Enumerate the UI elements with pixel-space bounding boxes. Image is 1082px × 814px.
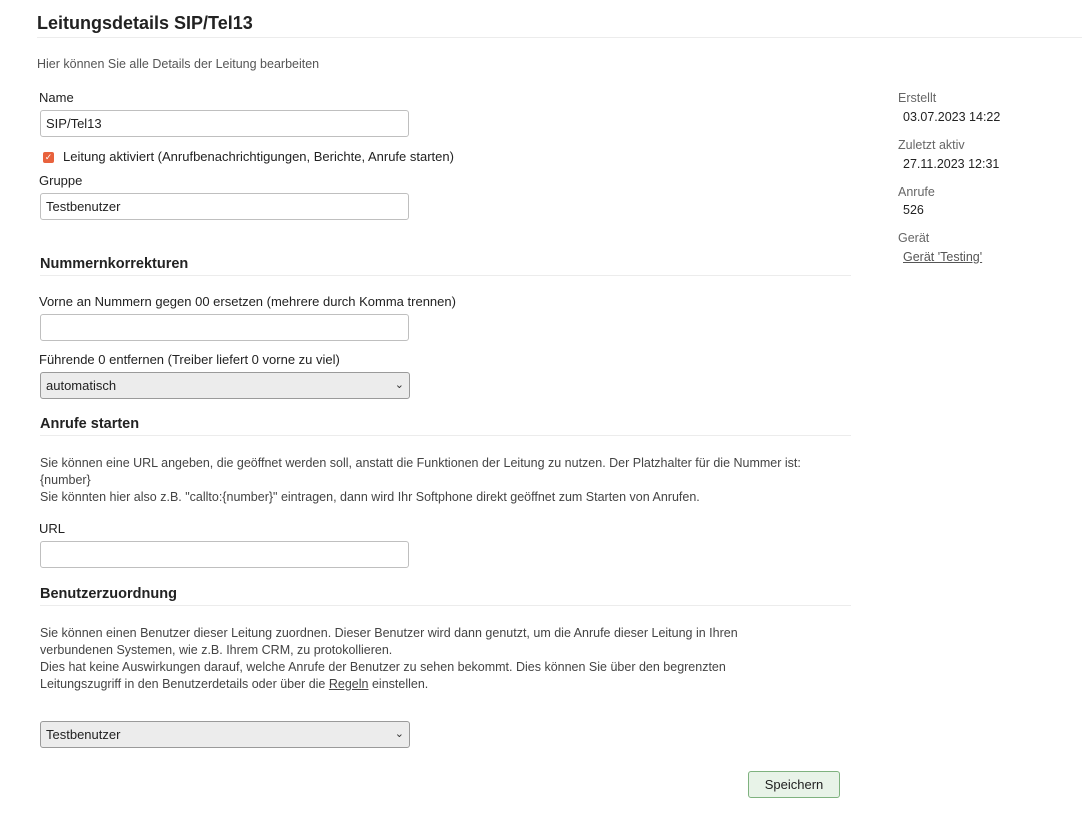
active-checkbox-label: Leitung aktiviert (Anrufbenachrichtigungen, Berichte, Anrufe starten) bbox=[63, 149, 454, 164]
assignment-desc-line3: Dies hat keine Auswirkungen darauf, welche Anrufe der Benutzer zu sehen bekommt. Dies können Sie über den begrenzten bbox=[40, 660, 726, 674]
remove-zero-select[interactable] bbox=[40, 372, 410, 399]
replace-label: Vorne an Nummern gegen 00 ersetzen (mehrere durch Komma trennen) bbox=[39, 294, 456, 309]
section-title-corrections: Nummernkorrekturen bbox=[40, 256, 189, 272]
assignment-desc-line4 bbox=[40, 676, 850, 693]
calls-count-label: Anrufe bbox=[898, 185, 935, 199]
name-input[interactable] bbox=[40, 110, 409, 137]
assignment-description bbox=[40, 625, 850, 693]
save-button[interactable]: Speichern bbox=[748, 771, 840, 798]
calls-desc-line1: Sie können eine URL angeben, die geöffnet werden soll, anstatt die Funktionen der Leitung zu nutzen. Der Platzhalter für die Nummer ist: bbox=[40, 456, 801, 470]
section-title-calls: Anrufe starten bbox=[40, 416, 140, 432]
section-divider bbox=[40, 275, 851, 276]
title-divider bbox=[37, 37, 1082, 38]
user-select[interactable] bbox=[40, 721, 410, 748]
assignment-desc-line4-prefix: Leitungszugriff in den Benutzerdetails oder über die bbox=[40, 677, 326, 691]
assignment-desc-line1: Sie können einen Benutzer dieser Leitung zuordnen. Dieser Benutzer wird dann genutzt, um die Anrufe dieser Leitung in Ihren bbox=[40, 626, 738, 640]
rules-link[interactable]: Regeln bbox=[328, 677, 369, 691]
remove-zero-select-value: automatisch bbox=[46, 378, 117, 393]
url-label: URL bbox=[39, 521, 66, 536]
calls-description bbox=[40, 455, 850, 506]
section-divider bbox=[40, 435, 851, 436]
calls-desc-line2: {number} bbox=[40, 473, 91, 487]
assignment-desc-line4-suffix: einstellen. bbox=[371, 677, 429, 691]
device-link[interactable]: Gerät 'Testing' bbox=[903, 250, 983, 264]
url-input[interactable] bbox=[40, 541, 409, 568]
chevron-down-icon: ⌄ bbox=[394, 728, 404, 740]
page-subtitle: Hier können Sie alle Details der Leitung bearbeiten bbox=[37, 57, 320, 71]
section-divider bbox=[40, 605, 851, 606]
remove-zero-label: Führende 0 entfernen (Treiber liefert 0 vorne zu viel) bbox=[39, 352, 340, 367]
last-active-label: Zuletzt aktiv bbox=[898, 138, 965, 152]
assignment-desc-line2: verbundenen Systemen, wie z.B. Ihrem CRM, zu protokollieren. bbox=[40, 643, 393, 657]
replace-prefix-input[interactable] bbox=[40, 314, 409, 341]
name-label: Name bbox=[39, 90, 74, 105]
user-select-value: Testbenutzer bbox=[46, 727, 121, 742]
calls-count-value: 526 bbox=[903, 203, 924, 217]
section-title-assignment: Benutzerzuordnung bbox=[40, 586, 177, 602]
device-label: Gerät bbox=[898, 231, 930, 245]
created-value: 03.07.2023 14:22 bbox=[903, 110, 1001, 124]
last-active-value: 27.11.2023 12:31 bbox=[903, 157, 1000, 171]
group-input[interactable] bbox=[40, 193, 409, 220]
page-title: Leitungsdetails SIP/Tel13 bbox=[37, 13, 253, 33]
chevron-down-icon: ⌄ bbox=[394, 379, 404, 391]
calls-desc-line3: Sie könnten hier also z.B. "callto:{number}" eintragen, dann wird Ihr Softphone direkt geöffnet zum Starten von Anrufen. bbox=[40, 490, 700, 504]
active-checkbox[interactable]: ✓ bbox=[44, 152, 53, 162]
created-label: Erstellt bbox=[898, 91, 937, 105]
group-label: Gruppe bbox=[39, 173, 83, 188]
